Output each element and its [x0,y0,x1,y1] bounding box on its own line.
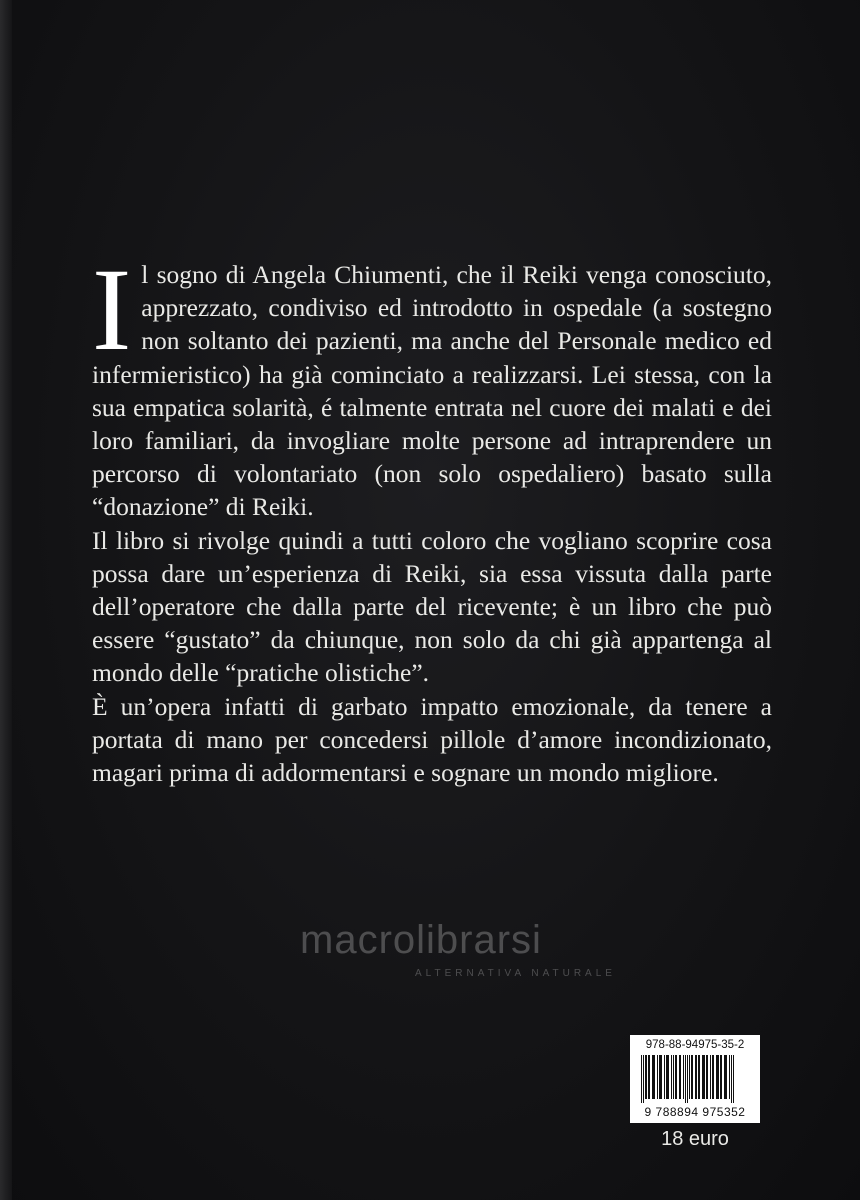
barcode-bar [724,1055,727,1099]
cover-spine-edge [0,0,12,1200]
barcode-bar [691,1055,693,1099]
barcode-bar [731,1055,732,1103]
barcode-bar [702,1055,705,1099]
barcode-panel [630,1035,760,1123]
barcode-bar [664,1055,665,1099]
blurb-paragraph-1 [92,244,772,524]
barcode-bar [685,1055,686,1103]
watermark [300,918,630,988]
blurb-paragraph-3: È un’opera infatti di garbato impatto emozionale, da tenere a portata di mano per concedersi pillole d’amore incondizionato, magari prima di addormentarsi e sognare un mondo migliore. [92,691,772,788]
barcode-bar [659,1055,662,1099]
barcode-bar [706,1055,708,1099]
blurb-paragraph-1-text: l sogno di Angela Chiumenti, che il Reiki venga conosciuto, apprezzato, condiviso ed introdotto in ospedale (a sostegno non soltanto dei pazienti, ma anche del Personale medico ed infermieristico) ha già cominciato a realizzarsi. Lei stessa, con la sua empatica solarità, é talmente entrata nel cuore dei malati e dei loro familiari, da invogliare molte persone ad intraprendere un percorso di volontariato (non solo ospedaliero) basato sulla “donazione” di Reiki. [92,260,772,522]
ean-digits: 9 788894 975352 [644,1105,746,1119]
barcode-bar [671,1055,672,1099]
barcode-bar [652,1055,655,1099]
barcode-bar [695,1055,697,1099]
barcode-bar [643,1055,644,1103]
barcode-bar [673,1055,674,1099]
price-label: 18 euro [661,1128,729,1150]
barcode-bar [683,1055,684,1099]
barcode-bar [645,1055,647,1099]
barcode-bar [733,1055,734,1103]
barcode-bar [710,1055,711,1099]
barcode-bar [698,1055,700,1099]
barcode-bar [689,1055,690,1099]
blurb-paragraph-2: Il libro si rivolge quindi a tutti coloro che vogliano scoprire cosa possa dare un’esperienza di Reiki, sia essa vissuta dalla parte dell’operatore che dalla parte del ricevente; è un libro che può essere “gustato” da chiunque, non solo da chi già appartenga al mondo delle “pratiche olistiche”. [92,525,772,688]
barcode-bar [712,1055,714,1099]
drop-cap: I [92,244,132,375]
back-cover-blurb [92,244,772,789]
barcode-bar [720,1055,722,1099]
barcode-bar [716,1055,719,1099]
barcode-bars [640,1055,756,1103]
barcode-bar [657,1055,658,1099]
barcode-bar [641,1055,642,1103]
isbn-number: 978-88-94975-35-2 [645,1039,745,1051]
barcode-bar [648,1055,650,1099]
barcode-bar [729,1055,730,1099]
barcode-bar [679,1055,681,1099]
watermark-tagline: ALTERNATIVA NATURALE [415,968,616,979]
barcode-bar [687,1055,688,1103]
barcode-bar [666,1055,669,1099]
barcode-bar [675,1055,677,1099]
watermark-brand: macrolibrarsi [300,918,542,962]
